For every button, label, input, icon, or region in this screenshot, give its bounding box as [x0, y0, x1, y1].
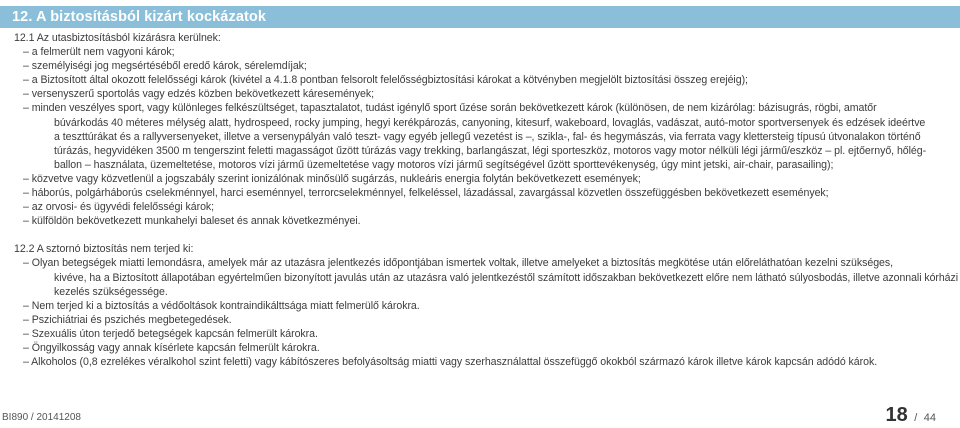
exclusion-item: – versenyszerű sportolás vagy edzés közben bekövetkezett káresemények;: [14, 87, 958, 101]
exclusion-item-sport-cont: túrázás, hegyvidéken 3500 m tengerszint feletti magasságot űzött túrázás vagy trekking, barlangászat, légi sporteszköz, motoros vagy motor nélküli légi jármű/eszköz – pl. ejtőernyő, hőlég-: [54, 144, 927, 157]
exclusion-item: – a Biztosított által okozott felelősségi károk (kivétel a 4.1.8 pontban felsorolt felelősségbiztosítási károkat a kötvényben megjelölt biztosítási összeg erejéig);: [14, 73, 958, 87]
section-title: 12. A biztosításból kizárt kockázatok: [12, 9, 267, 25]
sub2-heading: 12.2 A sztornó biztosítás nem terjed ki:: [14, 243, 194, 256]
sztorno-item-cont: kezelés szükségessége.: [54, 285, 168, 298]
sztorno-item: – Öngyilkosság vagy annak kísérlete kapcsán felmerült károkra.: [14, 341, 958, 355]
exclusion-item: – háborús, polgárháborús cselekménnyel, harci eseménnyel, terrorcselekménnyel, felkeléssel, lázadással, zavargással közvetlen összefüggésben bekövetkezett események;: [14, 186, 958, 200]
page-number: [886, 404, 936, 427]
exclusion-item-sport: – minden veszélyes sport, vagy különleges felkészültséget, tapasztalatot, tudást igénylő sport űzése során bekövetkezett károk (különösen, de nem kizárólag: bázisugrás, rögbi, amatőr: [14, 101, 958, 115]
exclusion-item: – külföldön bekövetkezett munkahelyi baleset és annak következményei.: [14, 214, 958, 228]
exclusion-item-sport-cont: a teszttúrákat és a rallyversenyeket, illetve a versenypályán való teszt- vagy egyéb jellegű vezetést is –, szikla-, fal- és hegymászás, via ferrata vagy klettersteig típusú útvonalakon történő: [54, 130, 921, 143]
document-code: BI890 / 20141208: [2, 412, 81, 423]
exclusion-item: – az orvosi- és ügyvédi felelősségi károk;: [14, 200, 958, 214]
sztorno-item: – Alkoholos (0,8 ezrelékes véralkohol szint feletti) vagy kábítószeres befolyásoltság miatti vagy szerhasználattal összefüggő okokból származó károk illetve károk kapcsán adódó károk.: [14, 355, 958, 369]
exclusion-item: – a felmerült nem vagyoni károk;: [14, 45, 958, 59]
sub1-heading: 12.1 Az utasbiztosításból kizárásra kerülnek:: [14, 32, 221, 44]
sztorno-item-cont: kivéve, ha a Biztosított állapotában egyértelműen bizonyított javulás után az utazásra való jelentkezéstől számított időszakban bekövetkezett előre nem látható súlyosbodás, illetve azonnali kórházi: [54, 271, 958, 284]
paragraph-gap: [14, 228, 958, 242]
page-total: 44: [923, 412, 936, 424]
page-separator: /: [914, 412, 918, 424]
exclusion-item: – közvetve vagy közvetlenül a jogszabály szerint ionizálónak minősülő sugárzás, nukleáris energia folytán bekövetkezett események;: [14, 172, 958, 186]
section-title-bar: [0, 6, 960, 28]
exclusion-item-sport-cont: ballon – használata, üzemeltetése, motoros vízi jármű üzemeltetése vagy motoros vízi jármű segítségével űzött sporttevékenység, úgy mint jetski, air-chair, parasailing);: [54, 158, 834, 171]
exclusion-item-sport-cont: búvárkodás 40 méteres mélység alatt, hydrospeed, rocky jumping, hegyi kerékpározás, canyoning, kitesurf, wakeboard, lovaglás, vadászat, autó-motor sportversenyek és edzések ideértve: [54, 116, 926, 129]
section-body: [14, 31, 958, 369]
sztorno-item: – Nem terjed ki a biztosítás a védőoltások kontraindikálttsága miatt felmerülő károkra.: [14, 299, 958, 313]
sztorno-item: – Olyan betegségek miatti lemondásra, amelyek már az utazásra jelentkezés időpontjában ismertek voltak, illetve amelyeket a biztosítás megkötése után előreláthatóan kezelni szükséges,: [14, 256, 958, 270]
sztorno-item: – Pszichiátriai és pszichés megbetegedések.: [14, 313, 958, 327]
page-current: 18: [885, 404, 908, 426]
sztorno-item: – Szexuális úton terjedő betegségek kapcsán felmerült károkra.: [14, 327, 958, 341]
exclusion-item: – személyiségi jog megsértéséből eredő károk, sérelemdíjak;: [14, 59, 958, 73]
